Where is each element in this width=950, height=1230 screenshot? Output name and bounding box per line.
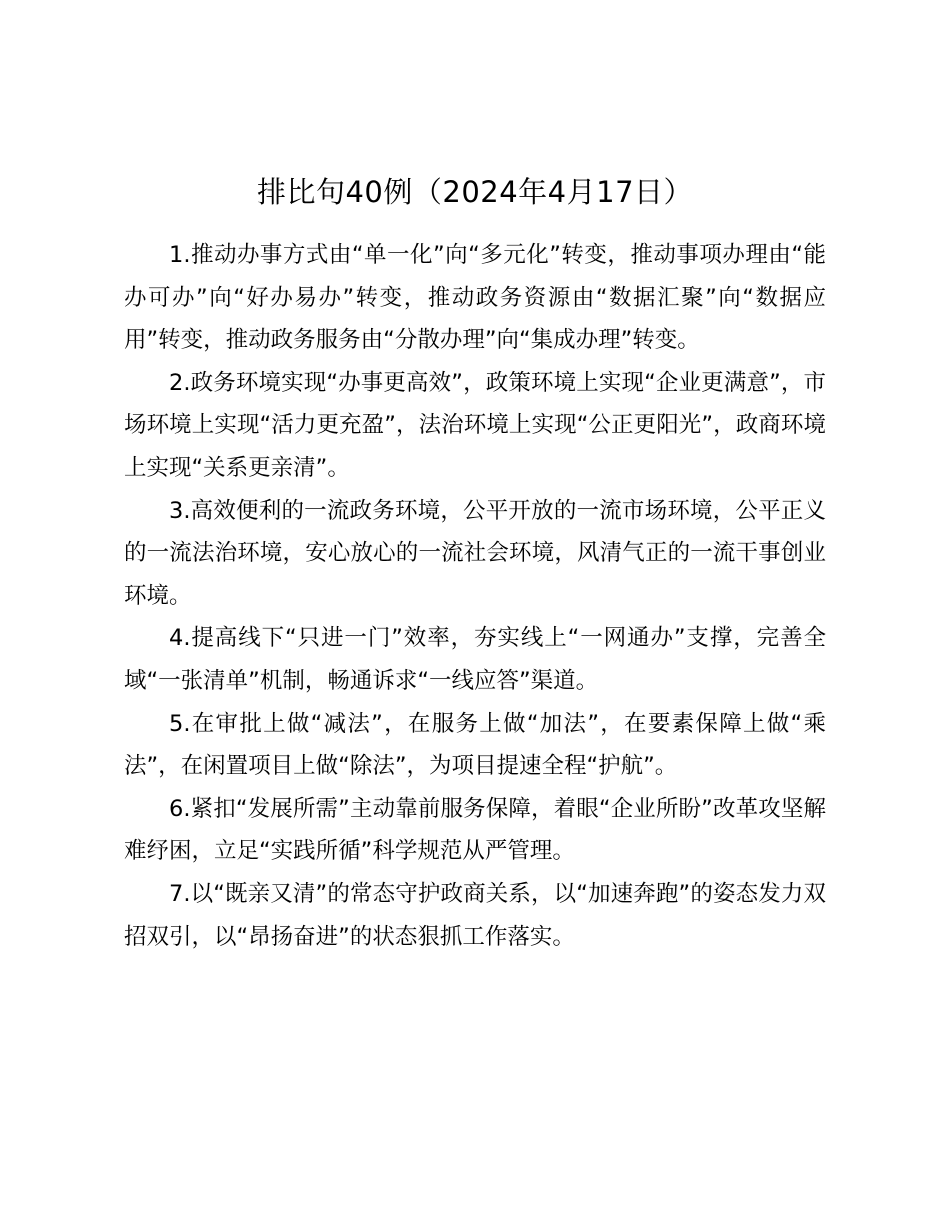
- paragraph-6: 6.紧扣“发展所需”主动靠前服务保障，着眼“企业所盼”改革攻坚解难纾困，立足“实践所循”科学规范从严管理。: [124, 795, 826, 865]
- paragraph-7: 7.以“既亲又清”的常态守护政商关系，以“加速奔跑”的姿态发力双招双引，以“昂扬奋进”的状态狠抓工作落实。: [124, 880, 826, 950]
- paragraph-5: 5.在审批上做“减法”，在服务上做“加法”，在要素保障上做“乘法”，在闲置项目上做“除法”，为项目提速全程“护航”。: [124, 710, 826, 780]
- paragraph-4: 4.提高线下“只进一门”效率，夯实线上“一网通办”支撑，完善全域“一张清单”机制，畅通诉求“一线应答”渠道。: [124, 625, 826, 694]
- paragraph-2: 2.政务环境实现“办事更高效”，政策环境上实现“企业更满意”，市场环境上实现“活力更充盈”，法治环境上实现“公正更阳光”，政商环境上实现“关系更亲清”。: [124, 369, 826, 481]
- document-body: [124, 234, 826, 958]
- paragraph-3: 3.高效便利的一流政务环境，公平开放的一流市场环境，公平正义的一流法治环境，安心放心的一流社会环境，风清气正的一流干事创业环境。: [124, 497, 826, 609]
- document-title: 排比句40例（2024年4月17日）: [256, 175, 694, 209]
- paragraph-1: 1.推动办事方式由“单一化”向“多元化”转变，推动事项办理由“能办可办”向“好办易办”转变，推动政务资源由“数据汇聚”向“数据应用”转变，推动政务服务由“分散办理”向“集成办理”转变。: [124, 242, 826, 354]
